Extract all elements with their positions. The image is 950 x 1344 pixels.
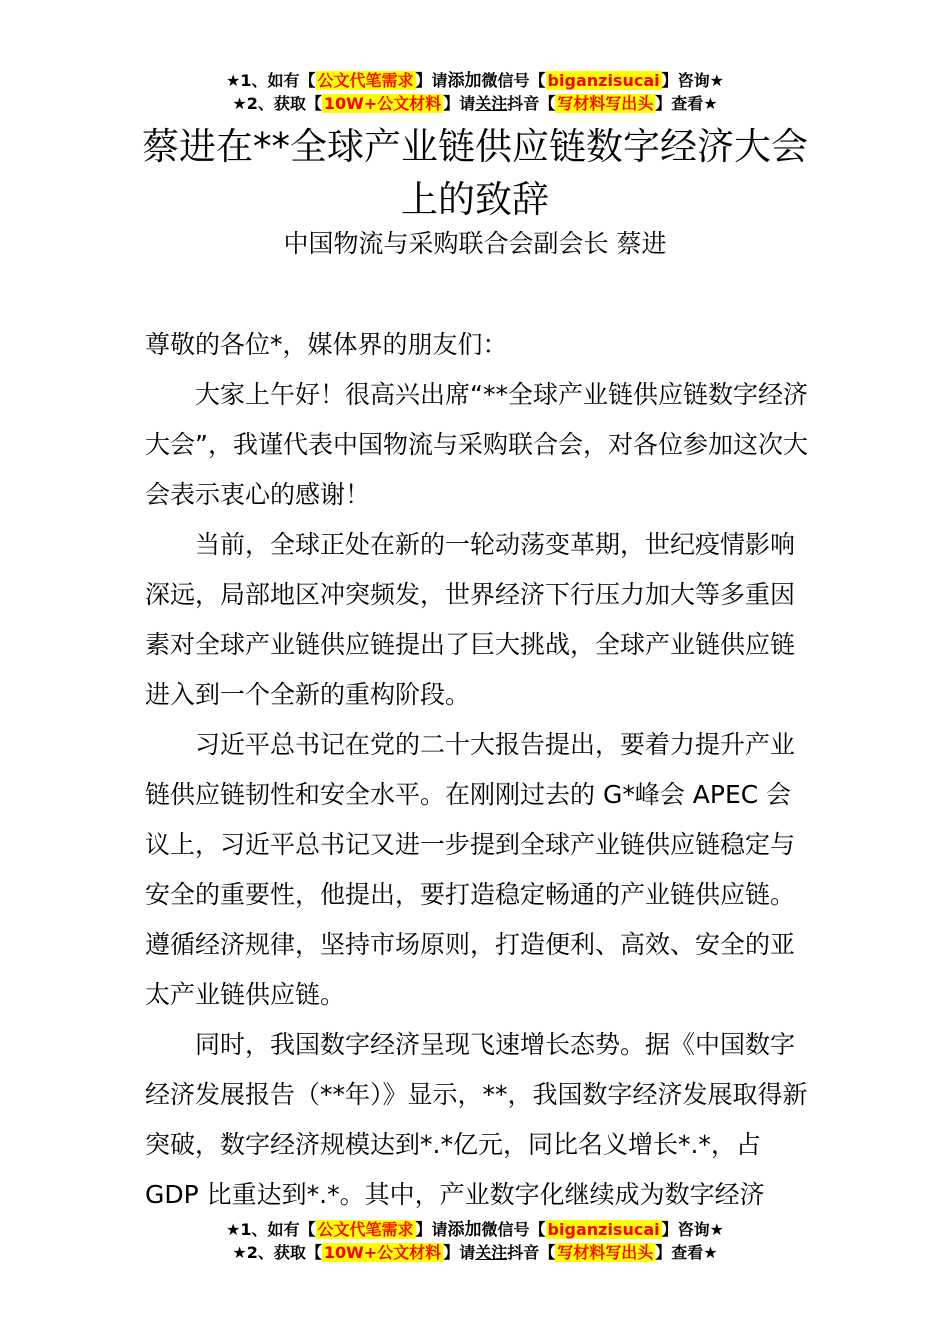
author-line: 中国物流与采购联合会副会长 蔡进 [283,229,667,258]
promo-line-1 [0,1219,950,1242]
promo-text: 】咨询★ [661,71,724,90]
promo-text: ★1、如有【 [226,71,316,90]
promo-highlight: 公文代笔需求 [317,1220,414,1239]
promo-text: 】请 [443,1243,476,1262]
promo-text: 添加 [447,71,482,91]
promo-banner-top [0,70,950,116]
promo-text: 关注 [475,1243,508,1262]
promo-line-2 [0,93,950,116]
title-line: 蔡进在**全球产业链供应链数字经济大会 [142,125,808,168]
promo-text: ★2、获取【 [232,94,322,113]
salutation: 尊敬的各位*，媒体界的朋友们： [145,330,508,359]
promo-highlight: 10W+公文材料 [323,1243,442,1262]
promo-text: 】查看★ [655,94,718,113]
promo-text: 微信号【 [481,71,546,90]
promo-text: 微信号【 [481,1220,546,1239]
promo-text: 添加 [447,1220,482,1240]
promo-text: 关注 [475,94,508,113]
paragraph: 习近平总书记在党的二十大报告提出，要着力提升产业链供应链韧性和安全水平。在刚刚过去的 G*峰会 APEC 会议上，习近平总书记又进一步提到全球产业链供应链稳定与安全的重要性，他提出，要打造稳定畅通的产业链供应链。遵循经济规律，坚持市场原则，打造便利、高效、安全的亚太产业链供应链。 [145,730,796,1009]
promo-text: 抖音【 [507,94,556,113]
douyin-id-highlight: 写材料写出头 [557,1243,654,1262]
promo-text: 】咨询★ [661,1220,724,1239]
paragraph: 当前，全球正处在新的一轮动荡变革期，世纪疫情影响深远，局部地区冲突频发，世界经济下行压力加大等多重因素对全球产业链供应链提出了巨大挑战，全球产业链供应链进入到一个全新的重构阶段。 [145,530,796,709]
promo-banner-bottom [0,1219,950,1265]
promo-text: ★2、获取【 [232,1243,322,1262]
promo-line-2 [0,1242,950,1265]
promo-text: 】请 [415,71,448,90]
document-title [0,120,950,226]
promo-text: ★1、如有【 [226,1220,316,1239]
promo-highlight: 10W+公文材料 [323,94,442,113]
document-body [145,320,810,1220]
paragraph: 大家上午好！很高兴出席“**全球产业链供应链数字经济大会”，我谨代表中国物流与采购联合会，对各位参加这次大会表示衷心的感谢！ [145,380,808,509]
promo-line-1 [0,70,950,93]
wechat-id-highlight: biganzisucai [547,1220,660,1239]
promo-text: 抖音【 [507,1243,556,1262]
douyin-id-highlight: 写材料写出头 [557,94,654,113]
promo-text: 】请 [443,94,476,113]
title-line: 上的致辞 [401,178,549,221]
wechat-id-highlight: biganzisucai [547,71,660,90]
promo-highlight: 公文代笔需求 [317,71,414,90]
paragraph: 同时，我国数字经济呈现飞速增长态势。据《中国数字经济发展报告（**年）》显示，**，我国数字经济发展取得新突破，数字经济规模达到*.*亿元，同比名义增长*.*，占 GDP 比重达到*.*。其中，产业数字化继续成为数字经济 [145,1030,808,1209]
promo-text: 】请 [415,1220,448,1239]
promo-text: 】查看★ [655,1243,718,1262]
